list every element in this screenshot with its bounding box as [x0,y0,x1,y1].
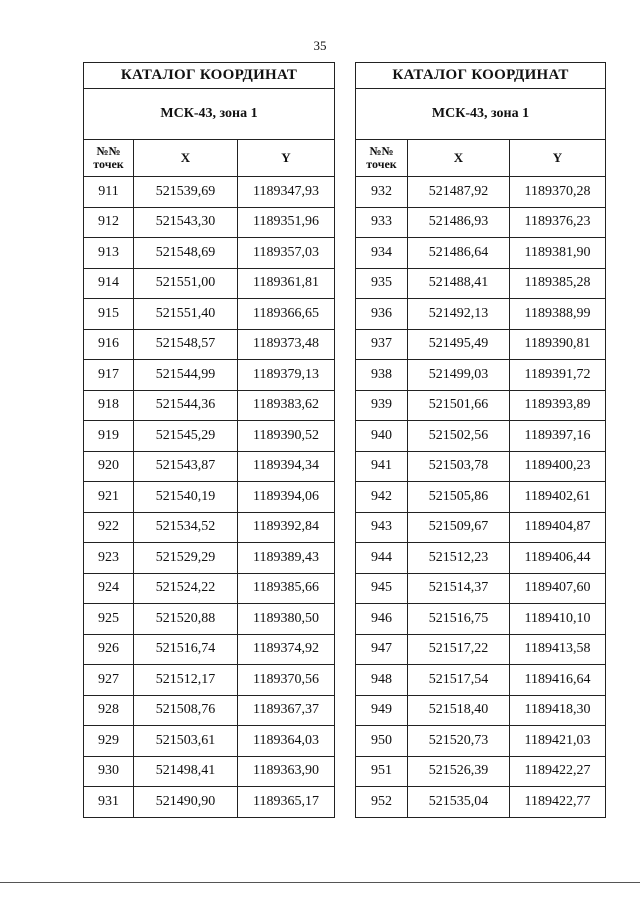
table-row [84,329,335,360]
point-number-cell: 921 [84,482,134,513]
x-coordinate-cell: 521551,00 [134,268,238,299]
table-row [356,390,606,421]
point-number-cell: 944 [356,543,408,574]
x-coordinate-cell: 521490,90 [134,787,238,818]
x-coordinate-cell: 521488,41 [408,268,510,299]
x-coordinate-cell: 521548,57 [134,329,238,360]
x-coordinate-cell: 521520,88 [134,604,238,635]
point-number-cell: 938 [356,360,408,391]
point-number-cell: 950 [356,726,408,757]
point-number-cell: 917 [84,360,134,391]
point-number-cell: 912 [84,207,134,238]
table-row [84,482,335,513]
x-coordinate-cell: 521512,17 [134,665,238,696]
y-coordinate-cell: 1189416,64 [510,665,606,696]
y-coordinate-cell: 1189418,30 [510,695,606,726]
point-number-cell: 939 [356,390,408,421]
point-number-cell: 952 [356,787,408,818]
catalog-title: КАТАЛОГ КООРДИНАТ [84,63,335,89]
y-coordinate-cell: 1189404,87 [510,512,606,543]
y-coordinate-cell: 1189397,16 [510,421,606,452]
x-coordinate-cell: 521503,61 [134,726,238,757]
table-row [356,665,606,696]
x-coordinate-cell: 521499,03 [408,360,510,391]
y-coordinate-cell: 1189347,93 [238,177,335,208]
table-row [356,512,606,543]
y-coordinate-cell: 1189391,72 [510,360,606,391]
catalog-body [356,177,606,818]
table-row [356,268,606,299]
point-number-cell: 948 [356,665,408,696]
y-coordinate-cell: 1189402,61 [510,482,606,513]
x-coordinate-cell: 521503,78 [408,451,510,482]
point-number-cell: 919 [84,421,134,452]
point-number-cell: 935 [356,268,408,299]
y-coordinate-cell: 1189410,10 [510,604,606,635]
table-row [356,787,606,818]
x-coordinate-cell: 521548,69 [134,238,238,269]
table-row [84,604,335,635]
x-coordinate-cell: 521492,13 [408,299,510,330]
page-bottom-rule [0,882,640,883]
table-row [84,238,335,269]
point-number-cell: 926 [84,634,134,665]
point-number-cell: 942 [356,482,408,513]
point-number-cell: 930 [84,756,134,787]
x-coordinate-cell: 521539,69 [134,177,238,208]
table-row [356,238,606,269]
table-row [356,726,606,757]
y-coordinate-cell: 1189389,43 [238,543,335,574]
point-number-cell: 923 [84,543,134,574]
y-coordinate-cell: 1189351,96 [238,207,335,238]
table-row [84,787,335,818]
y-coordinate-cell: 1189380,50 [238,604,335,635]
column-header-x: X [134,140,238,177]
column-header-y: Y [510,140,606,177]
table-row [356,421,606,452]
table-row [84,421,335,452]
y-coordinate-cell: 1189394,06 [238,482,335,513]
point-number-cell: 931 [84,787,134,818]
table-row [356,756,606,787]
point-number-cell: 928 [84,695,134,726]
table-row [84,207,335,238]
point-number-cell: 933 [356,207,408,238]
column-header-point-number: №№ точек [356,140,408,177]
catalog-subtitle: МСК-43, зона 1 [84,89,335,140]
y-coordinate-cell: 1189422,77 [510,787,606,818]
point-number-cell: 937 [356,329,408,360]
x-coordinate-cell: 521545,29 [134,421,238,452]
point-number-cell: 929 [84,726,134,757]
y-coordinate-cell: 1189370,56 [238,665,335,696]
y-coordinate-cell: 1189413,58 [510,634,606,665]
y-coordinate-cell: 1189357,03 [238,238,335,269]
table-row [356,177,606,208]
table-row [84,695,335,726]
x-coordinate-cell: 521495,49 [408,329,510,360]
table-row [356,207,606,238]
point-number-cell: 911 [84,177,134,208]
coordinate-catalog-table-right [355,62,606,818]
x-coordinate-cell: 521526,39 [408,756,510,787]
table-row [84,543,335,574]
point-number-cell: 941 [356,451,408,482]
table-row [356,329,606,360]
point-number-cell: 943 [356,512,408,543]
table-row [356,482,606,513]
y-coordinate-cell: 1189374,92 [238,634,335,665]
catalog-title: КАТАЛОГ КООРДИНАТ [356,63,606,89]
point-number-cell: 924 [84,573,134,604]
x-coordinate-cell: 521516,74 [134,634,238,665]
table-row [84,299,335,330]
table-row [356,360,606,391]
point-number-cell: 932 [356,177,408,208]
column-header-y: Y [238,140,335,177]
y-coordinate-cell: 1189406,44 [510,543,606,574]
x-coordinate-cell: 521508,76 [134,695,238,726]
table-row [356,695,606,726]
table-row [84,726,335,757]
x-coordinate-cell: 521486,64 [408,238,510,269]
y-coordinate-cell: 1189363,90 [238,756,335,787]
x-coordinate-cell: 521517,54 [408,665,510,696]
point-number-cell: 947 [356,634,408,665]
table-row [356,604,606,635]
x-coordinate-cell: 521518,40 [408,695,510,726]
x-coordinate-cell: 521501,66 [408,390,510,421]
y-coordinate-cell: 1189365,17 [238,787,335,818]
point-number-cell: 920 [84,451,134,482]
y-coordinate-cell: 1189388,99 [510,299,606,330]
y-coordinate-cell: 1189400,23 [510,451,606,482]
table-row [84,512,335,543]
y-coordinate-cell: 1189364,03 [238,726,335,757]
x-coordinate-cell: 521516,75 [408,604,510,635]
y-coordinate-cell: 1189361,81 [238,268,335,299]
x-coordinate-cell: 521520,73 [408,726,510,757]
table-row [356,573,606,604]
x-coordinate-cell: 521509,67 [408,512,510,543]
x-coordinate-cell: 521534,52 [134,512,238,543]
y-coordinate-cell: 1189370,28 [510,177,606,208]
point-number-cell: 922 [84,512,134,543]
y-coordinate-cell: 1189376,23 [510,207,606,238]
x-coordinate-cell: 521543,30 [134,207,238,238]
table-row [84,360,335,391]
y-coordinate-cell: 1189385,66 [238,573,335,604]
catalog-body [84,177,335,818]
x-coordinate-cell: 521524,22 [134,573,238,604]
point-number-cell: 927 [84,665,134,696]
point-number-cell: 940 [356,421,408,452]
y-coordinate-cell: 1189373,48 [238,329,335,360]
x-coordinate-cell: 521514,37 [408,573,510,604]
point-number-cell: 951 [356,756,408,787]
point-number-cell: 916 [84,329,134,360]
y-coordinate-cell: 1189422,27 [510,756,606,787]
table-row [356,543,606,574]
point-number-cell: 936 [356,299,408,330]
x-coordinate-cell: 521540,19 [134,482,238,513]
y-coordinate-cell: 1189367,37 [238,695,335,726]
x-coordinate-cell: 521517,22 [408,634,510,665]
y-coordinate-cell: 1189392,84 [238,512,335,543]
point-number-cell: 913 [84,238,134,269]
y-coordinate-cell: 1189390,52 [238,421,335,452]
point-number-cell: 949 [356,695,408,726]
point-number-cell: 918 [84,390,134,421]
x-coordinate-cell: 521487,92 [408,177,510,208]
table-row [84,268,335,299]
x-coordinate-cell: 521551,40 [134,299,238,330]
table-row [84,390,335,421]
x-coordinate-cell: 521505,86 [408,482,510,513]
column-header-point-number: №№ точек [84,140,134,177]
point-number-cell: 934 [356,238,408,269]
table-row [84,451,335,482]
x-coordinate-cell: 521543,87 [134,451,238,482]
x-coordinate-cell: 521535,04 [408,787,510,818]
y-coordinate-cell: 1189407,60 [510,573,606,604]
table-row [84,665,335,696]
table-row [84,634,335,665]
table-row [84,177,335,208]
catalog-subtitle: МСК-43, зона 1 [356,89,606,140]
x-coordinate-cell: 521529,29 [134,543,238,574]
table-row [84,573,335,604]
x-coordinate-cell: 521498,41 [134,756,238,787]
y-coordinate-cell: 1189383,62 [238,390,335,421]
y-coordinate-cell: 1189366,65 [238,299,335,330]
x-coordinate-cell: 521544,99 [134,360,238,391]
point-number-cell: 915 [84,299,134,330]
point-number-cell: 914 [84,268,134,299]
y-coordinate-cell: 1189393,89 [510,390,606,421]
page-number: 35 [313,38,327,53]
y-coordinate-cell: 1189394,34 [238,451,335,482]
y-coordinate-cell: 1189421,03 [510,726,606,757]
table-row [356,634,606,665]
y-coordinate-cell: 1189390,81 [510,329,606,360]
coordinate-catalog-table-left [83,62,335,818]
column-header-x: X [408,140,510,177]
point-number-cell: 945 [356,573,408,604]
x-coordinate-cell: 521512,23 [408,543,510,574]
x-coordinate-cell: 521486,93 [408,207,510,238]
table-row [356,299,606,330]
x-coordinate-cell: 521502,56 [408,421,510,452]
point-number-cell: 946 [356,604,408,635]
table-row [356,451,606,482]
x-coordinate-cell: 521544,36 [134,390,238,421]
point-number-cell: 925 [84,604,134,635]
y-coordinate-cell: 1189385,28 [510,268,606,299]
y-coordinate-cell: 1189379,13 [238,360,335,391]
y-coordinate-cell: 1189381,90 [510,238,606,269]
table-row [84,756,335,787]
